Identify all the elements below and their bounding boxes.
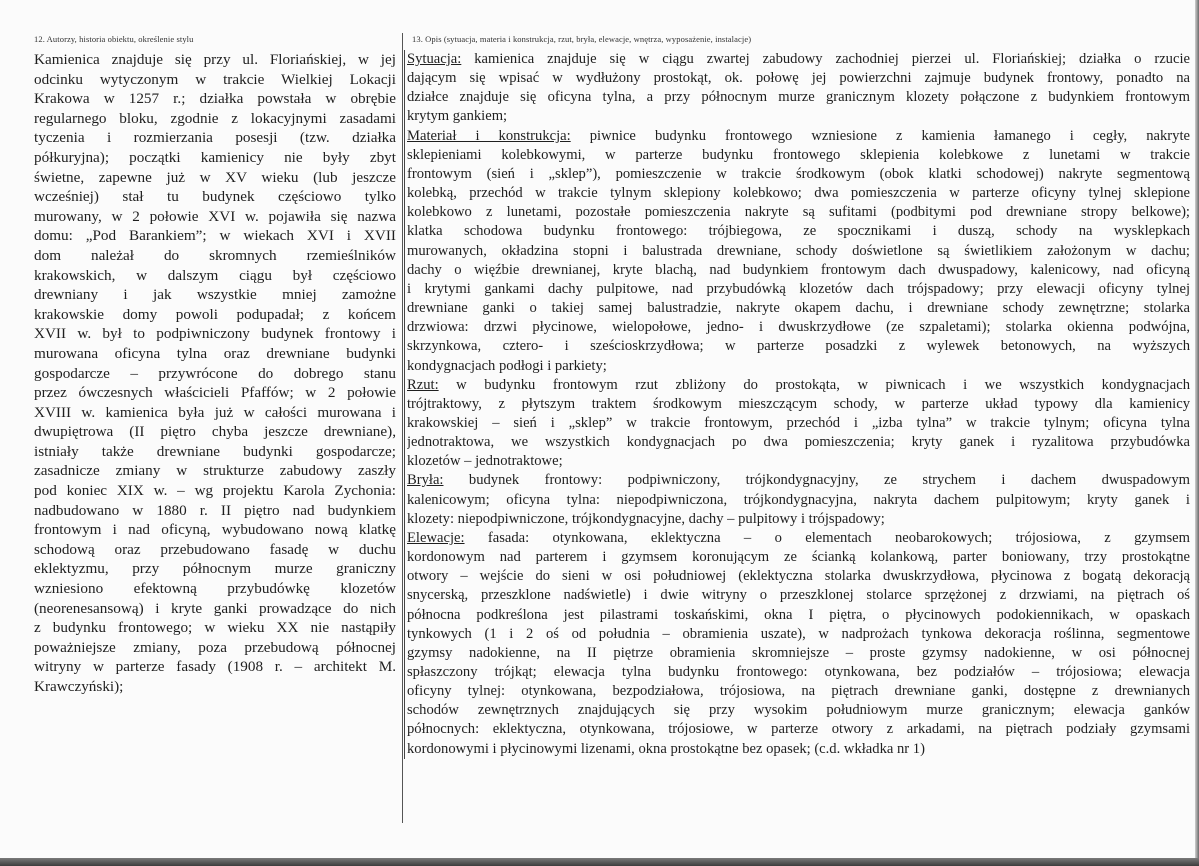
scan-edge-right [1195, 0, 1199, 866]
description-text-run: w budynku frontowym rzut zbliżony do prostokąta, w piwnicach i we wszystkich kondygnacjach [438, 376, 1190, 393]
description-text-line: działce znajduje się oficyna tylna, a przy północnym murze granicznym klozety połączone z budynkiem frontowym [407, 89, 1190, 106]
left-column-header: 12. Autorzy, historia obiektu, określenie stylu [34, 34, 194, 44]
section-keyword: Materiał i konstrukcja: [407, 127, 571, 144]
history-text-line: tyczenia i rozmierzania posesji (tzw. działka [34, 129, 396, 147]
description-section [404, 127, 1190, 376]
description-text-line: oficyny tylnej: otynkowana, bezpodziałowa, trójosiowa, na piętrach drewniane ganki, dostępne z drewnianych [407, 683, 1190, 700]
description-text-line: tynkowych (1 i 2 oś od południa – obramienia uszate), w nadprożach tynkowa dekoracja roślinna, segmentowe [407, 625, 1190, 642]
description-section [404, 376, 1190, 472]
description-text-line: klozety: niepodpiwniczone, trójkondygnacyjne, dachy – pulpitowy i trójspadowy; [407, 510, 885, 527]
history-text-line: świetne, zapewne już w XV wieku (lub jeszcze [34, 168, 396, 186]
description-section [404, 471, 1190, 528]
history-text-line: drewniany i jak wszystkie mniej zamożne [34, 286, 396, 304]
description-text-line: otwory – wejście do sieni w osi południowej (eklektyczna stolarka dwuskrzydłowa, płycinowa z bogatą dekoracją [407, 568, 1190, 585]
description-text-line: drewniane ganki o takiej samej balustradzie, nakryte okapem dachu, i drewniane schody zewnętrzne; stolarka [407, 300, 1190, 317]
history-text-line: przez ówczesnych właścicieli Pfaffów; w 2 połowie [34, 384, 396, 402]
description-text-line: krytym gankiem; [407, 108, 508, 125]
history-text-line: krakowskie domy powoli podupadał; z końcem [34, 305, 396, 323]
section-keyword: Elewacje: [407, 529, 465, 546]
description-text-run: piwnice budynku frontowego wzniesione z kamienia łamanego i cegły, nakryte [570, 127, 1190, 144]
history-text-line: (neorenesansową) i kryte ganki prowadzące do nich [34, 599, 396, 617]
description-text-line: gzymsy nadokienne, na II piętrze obramienia skromniejsze – proste gzymsy nadokienne, w osi północnej [407, 644, 1190, 661]
description-text-run: kamienica znajduje się w ciągu zwartej zabudowy zachodniej pierzei ul. Floriańskiej; działka o rzucie [461, 51, 1190, 67]
description-text-line: północna podkreślona jest pilastrami toskańskimi, okna I piętra, o płycinowych podokiennikach, w opaskach [407, 606, 1190, 623]
description-text-line: trójtraktowy, z płytszym traktem środkowym mieszczącym schody, w parterze układ typowy dla kamienicy [407, 395, 1190, 412]
description-text-line: dachy o więźbie drewnianej, kryte blachą, nad budynkiem frontowym dach dwuspadowy, kalenicowy, nad oficyną [407, 261, 1190, 278]
history-text-line: frontowym i nad oficyną, wybudowano nową klatkę [34, 521, 396, 539]
description-text-run: budynek frontowy: podpiwniczony, trójkondygnacyjny, ze strychem i dachem dwuspadowym [443, 472, 1190, 489]
scan-edge-bottom [0, 858, 1199, 866]
history-text-line: istniały także drewniane budynki gospodarcze; [34, 442, 396, 460]
description-text-line: północnych: eklektyczna, otynkowana, trójosiowe, w parterze otwory z arkadami, na piętrach podziały gzymsami [407, 721, 1190, 738]
history-text-line: dwupiętrowa (II piętro chyba jeszcze drewniane), [34, 423, 396, 441]
description-text-line [407, 127, 1190, 146]
description-text-line: drzwiowa: drzwi płycinowe, wielopołowe, jedno- i dwuskrzydłowe (ze szpaletami); stolarka okienna podwójna, [407, 319, 1190, 336]
description-text-line: kordonowym nad parterem i gzymsem koronującym ze ścianką kolankową, parter boniowany, trzy prostokątne [407, 549, 1190, 566]
description-text-line: kordonowymi i płycinowymi lizenami, okna prostokątne bez opasek; (c.d. wkładka nr 1) [407, 740, 925, 757]
history-text-line: z budynku frontowego; w wieku XX nie nastąpiły [34, 619, 396, 637]
description-text-line: klatka schodowa budynku frontowego: trójbiegowa, ze spocznikami i duszą, schody na wysklepkach [407, 223, 1190, 240]
history-text-line: krakowskich, w dalszym ciągu był częściowo [34, 266, 396, 284]
history-text-line: poważniejsze zmiany, poza przebudową północnej [34, 638, 396, 656]
history-text-line: nadbudowano w 1880 r. II piętro nad budynkiem [34, 501, 396, 519]
history-text-line: eklektyzmu, przy północnym murze graniczny [34, 560, 396, 578]
description-text-line: kolebkowo z lunetami, pozostałe pomieszczenia nakryte są sufitami (podbitymi pod drewniane stropy belkowe); [407, 204, 1190, 221]
history-text-line: dom należał do skromnych rzemieślników [34, 246, 396, 264]
description-text-line: sklepieniami kolebkowymi, w parterze budynku frontowego sklepienia kolebkowe z lunetami w trakcie [407, 146, 1190, 163]
history-text-line: domu: „Pod Barankiem”; w wiekach XVI i XVII [34, 227, 396, 245]
description-text-line [407, 529, 1190, 548]
description-text-line [407, 471, 1190, 490]
history-text-line: Kamienica znajduje się przy ul. Floriańskiej, w jej [34, 51, 396, 68]
description-text-line: schodów zewnętrznych znajdujących się przy wysokim południowym murze granicznym; elewacja ganków [407, 702, 1190, 719]
history-text-line: regularnego bloku, zgodnie z lokacyjnymi zasadami [34, 109, 396, 127]
section-keyword: Bryła: [407, 472, 444, 489]
description-text-line: snycerską, przeszklone nadświetle) i dwie witryny o przeszklonej stolarce sprzężonej z drzwiami, na piętrach oś [407, 587, 1190, 604]
description-text-line: spłaszczony trójkąt; elewacja tylna budynku frontowego: otynkowana, bez podziałów – trójosiowa; elewacja [407, 664, 1190, 680]
description-text-line [407, 50, 1190, 69]
history-text-line: wzniesiono efektowną przybudówkę klozetów [34, 580, 396, 598]
history-text-line: murowany, w 2 połowie XVI w. pojawiła się nazwa [34, 207, 396, 225]
history-text-block [34, 50, 396, 697]
column-divider [402, 33, 403, 823]
history-text-line: odcinku wytyczonym w trakcie Wielkiej Lokacji [34, 70, 396, 88]
history-text-line: półkuryjna); początki kamienicy nie były zbyt [34, 148, 396, 166]
description-text-line: jednotraktowa, we wszystkich kondygnacjach po dwa pomieszczenia; kryty ganek i ryzalitowa przybudówka [407, 434, 1190, 451]
section-keyword: Rzut: [407, 376, 439, 393]
description-text-line: kalenicowym; oficyna tylna: niepodpiwniczona, trójkondygnacyjna, nakryta dachem pulpitowym; kryty ganek i [407, 491, 1190, 508]
history-text-line: murowana oficyna tylna oraz drewniane budynki [34, 344, 396, 362]
history-text-line: pod koniec XIX w. – wg projektu Karola Zychonia: [34, 482, 396, 500]
right-column-header: 13. Opis (sytuacja, materia i konstrukcja, rzut, bryła, elewacje, wnętrza, wyposażenie, instalacje) [412, 34, 752, 44]
history-text-line: gospodarcze – przywrócone do dobrego stanu [34, 364, 396, 382]
description-text-line: krakowskiej – sień i „sklep” w trakcie frontowym, przechód i „izba tylna” w trakcie tylnym; oficyna tylna [407, 414, 1190, 431]
description-section [404, 529, 1190, 759]
description-text-line: dającym się wpisać w wydłużony prostokąt, ok. połowę jej powierzchni zajmuje budynek frontowy, ponadto na [407, 70, 1190, 87]
description-text-line: murowanych, okładzina stopni i balustrada drewniane, schody doświetlone są świetlikiem założonym w dachu; [407, 242, 1190, 259]
description-text-line: frontowym (sień i „sklep”), pomieszczenie w trakcie środkowym (obok klatki schodowej) nakryte segmentową [407, 165, 1190, 182]
description-section [404, 50, 1190, 127]
description-text-line: skrzynkowa, cztero- i sześcioskrzydłowa; w parterze posadzki z wylewek betonowych, na wyższych [407, 338, 1190, 355]
description-text-line [407, 376, 1190, 395]
description-text-line: i krytymi gankami dachy pulpitowe, nad przybudówką klozetów dach trójspadowy; przy elewacji oficyny tylnej [407, 280, 1190, 297]
description-text-run: fasada: otynkowana, eklektyczna – o elementach neobarokowych; trójosiowa, z gzymsem [464, 529, 1190, 546]
history-text-line: XVIII w. kamienica była już w całości murowana i [34, 403, 396, 421]
history-text-line: Krakowa w 1257 r.; działka powstała w obrębie [34, 90, 396, 108]
history-text-line: Krawczyński); [34, 678, 124, 695]
history-text-line: XVII w. był to podpiwniczony budynek frontowy i [34, 325, 396, 343]
section-keyword: Sytuacja: [407, 51, 462, 67]
history-text-line: zasadnicze zmiany w strukturze zabudowy zaszły [34, 462, 396, 480]
description-text-line: klozetów – jednotraktowe; [407, 453, 563, 470]
description-text-line: kolebką, przechód w trakcie tylnym sklepiony kolebkowo; dwa pomieszczenia w parterze oficyny tylnej sklepione [407, 185, 1190, 202]
history-text-line: schodową oraz przebudowano fasadę w duchu [34, 540, 396, 558]
history-text-line: wcześniej) stał tu budynek częściowo tylko [34, 188, 396, 206]
description-text-block [404, 50, 1190, 759]
description-text-line: kondygnacjach podłogi i parkiety; [407, 357, 607, 374]
history-text-line: witryny w parterze fasady (1908 r. – architekt M. [34, 658, 396, 676]
